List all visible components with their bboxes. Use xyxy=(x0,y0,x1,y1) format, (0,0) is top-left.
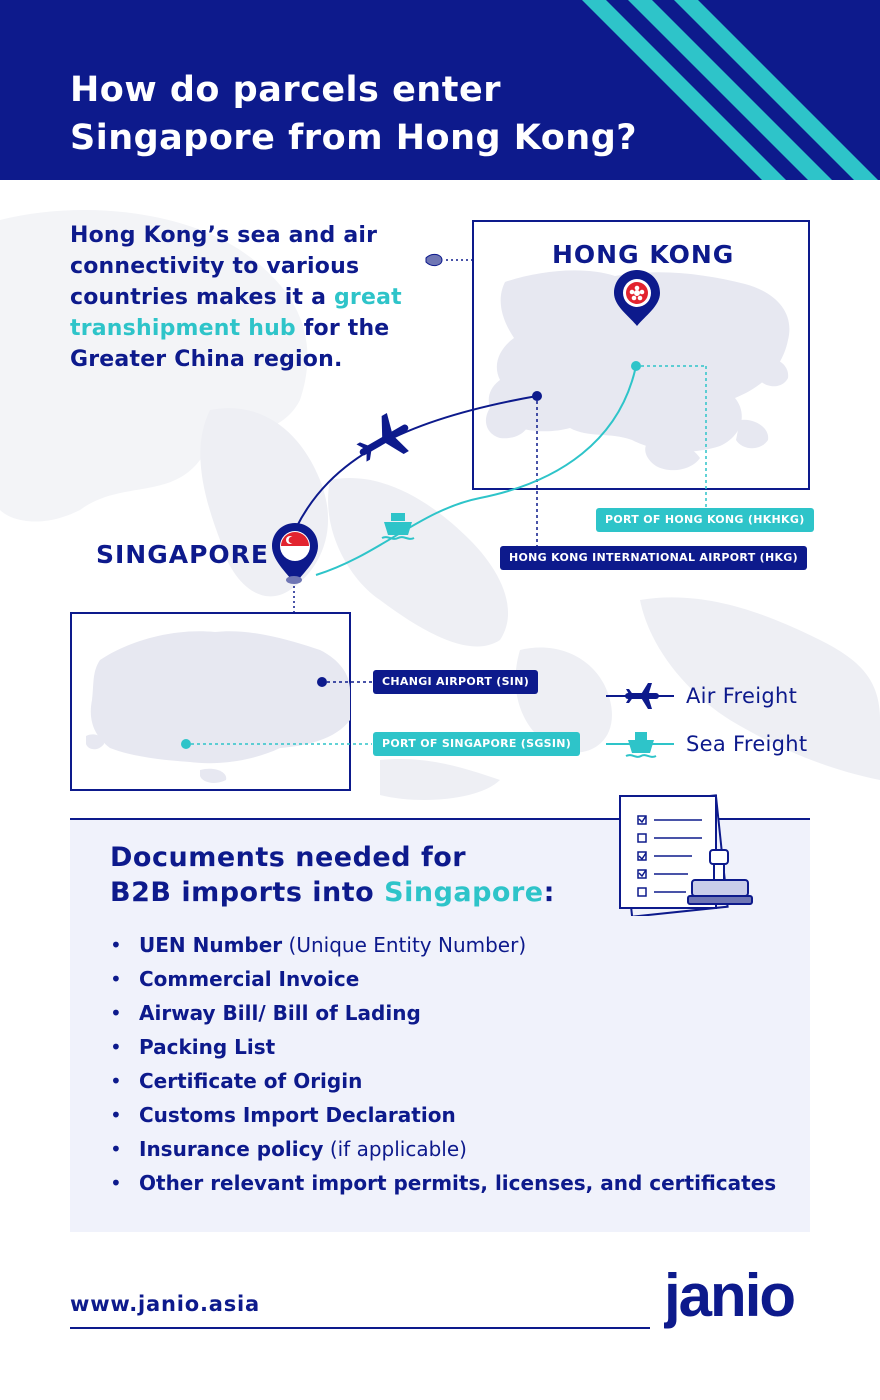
list-item: • UEN Number (Unique Entity Number) xyxy=(110,928,776,962)
plane-icon xyxy=(606,681,676,711)
documents-panel xyxy=(70,818,810,1232)
documents-list xyxy=(110,928,776,1200)
sg-port-dot xyxy=(181,739,191,749)
list-item: • Commercial Invoice xyxy=(110,962,776,996)
hong-kong-label: HONG KONG xyxy=(552,240,735,269)
singapore-pin-icon xyxy=(272,523,318,584)
hk-airport-tag: HONG KONG INTERNATIONAL AIRPORT (HKG) xyxy=(500,546,807,570)
sg-airport-tag: CHANGI AIRPORT (SIN) xyxy=(373,670,538,694)
plane-icon xyxy=(350,409,415,472)
singapore-label: SINGAPORE xyxy=(96,540,270,569)
sg-port-tag: PORT OF SINGAPORE (SGSIN) xyxy=(373,732,580,756)
list-item: • Airway Bill/ Bill of Lading xyxy=(110,996,776,1030)
hk-port-tag: PORT OF HONG KONG (HKHKG) xyxy=(596,508,814,532)
list-item: • Packing List xyxy=(110,1030,776,1064)
list-item: • Insurance policy (if applicable) xyxy=(110,1132,776,1166)
list-item: • Customs Import Declaration xyxy=(110,1098,776,1132)
legend-sea-freight xyxy=(606,729,807,759)
sg-airport-dot xyxy=(317,677,327,687)
hong-kong-small-marker xyxy=(426,254,442,265)
list-item: • Certificate of Origin xyxy=(110,1064,776,1098)
intro-text: Hong Kong’s sea and air connectivity to various countries makes it a great transhipment hub for the Greater China region. xyxy=(70,223,402,372)
svg-text:janio: janio xyxy=(664,1262,795,1329)
legend-air-freight xyxy=(606,681,797,711)
legend-sea-label: Sea Freight xyxy=(686,732,808,756)
ship-icon xyxy=(606,729,676,759)
legend-air-label: Air Freight xyxy=(686,684,798,708)
footer-divider xyxy=(70,1327,650,1329)
list-item: • Other relevant import permits, licenses, and certificates xyxy=(110,1166,776,1200)
page-title: How do parcels enter Singapore from Hong Kong? xyxy=(70,70,638,158)
singapore-inset xyxy=(71,613,350,790)
documents-title: Documents needed for B2B imports into Singapore: xyxy=(110,842,555,908)
intro-highlight: great transhipment hub xyxy=(70,285,402,341)
ship-icon xyxy=(382,513,414,539)
janio-logo xyxy=(664,1258,814,1334)
checklist-stamp-icon xyxy=(616,792,756,916)
website-link[interactable]: www.janio.asia xyxy=(70,1292,260,1316)
